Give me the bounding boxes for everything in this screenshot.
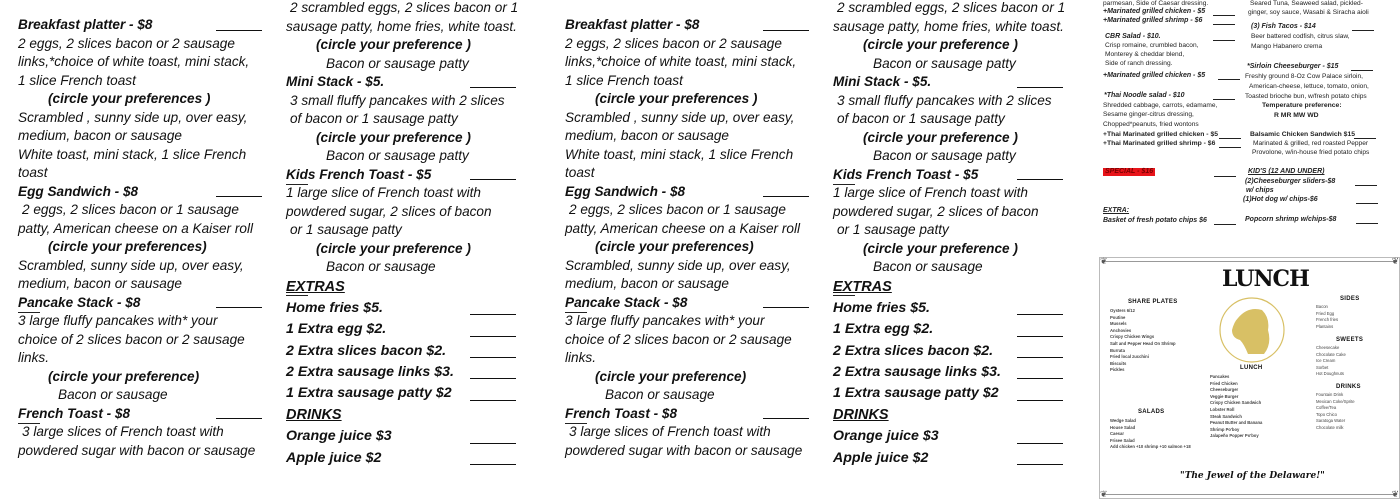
menu-line: 1 large slice of French toast with (286, 185, 481, 200)
menu-item-title: Apple juice $2 (833, 448, 1063, 469)
menu-item-title: (2)Cheeseburger sliders-$8 (1245, 178, 1336, 185)
menu-text: Marinated & grilled, red roasted Pepper (1253, 140, 1369, 147)
lunch-menu-item: Saratoga Water (1316, 418, 1346, 424)
menu-line: links. (18, 350, 49, 365)
drinks-list (1316, 392, 1355, 432)
section-heading: EXTRAS (286, 278, 345, 295)
lunch-menu-item: Caesar (1110, 431, 1124, 437)
drinks-title: DRINKS (1336, 384, 1361, 390)
menu-line: (circle your preference ) (316, 129, 471, 145)
salads-list (1110, 418, 1191, 451)
order-blank (1356, 223, 1378, 224)
menu-line: Bacon or sausage patty (873, 148, 1016, 163)
menu-line: Scrambled , sunny side up, over easy, (565, 109, 795, 125)
menu-item-title: Breakfast platter - $8 (18, 16, 262, 35)
menu-item-title: French Toast - $8 (18, 405, 262, 424)
lunch-menu-item: Pancakes (1210, 374, 1230, 379)
lunch-menu-item: Shrimp Po'boy (1210, 426, 1240, 432)
lunch-menu-item: Crispy Chicken Wings (1110, 334, 1155, 340)
order-blank (1351, 70, 1373, 71)
menu-text: Seared Tuna, Seaweed salad, pickled- (1250, 0, 1363, 7)
menu-line: (circle your preferences ) (595, 91, 758, 106)
menu-item-title: Orange juice $3 (833, 426, 1063, 447)
menu-item-title: Kids French Toast - $5 (286, 166, 516, 185)
menu-line: medium, bacon or sausage (565, 128, 729, 143)
menu-item-title: 2 Extra sausage links $3. (833, 362, 1063, 383)
menu-line: powdered sugar with bacon or sausage (565, 442, 803, 458)
menu-text: ginger, soy sauce, Wasabi & Siracha aioli (1248, 9, 1369, 16)
lunch-menu-item: Fountain Drink (1316, 392, 1344, 397)
sides-list (1316, 304, 1338, 330)
order-blank (1352, 30, 1374, 31)
lunch-menu-item: Frisee Salad (1110, 437, 1135, 443)
lunch-menu-item: Lobster Roll (1210, 406, 1235, 412)
menu-item-title: (3) Fish Tacos - $14 (1251, 23, 1316, 30)
lunch-menu-item: Steak Sandwich (1210, 413, 1242, 419)
lunch-menu-item: Chocolate Cake (1316, 351, 1346, 357)
lunch-menu-item: Salt and Pepper Head On Shrimp (1110, 340, 1176, 346)
menu-line: toast (565, 165, 595, 180)
sweets-title: SWEETS (1336, 337, 1364, 343)
menu-line: choice of 2 slices bacon or 2 sausage (565, 331, 792, 347)
menu-item-title: 1 Extra egg $2. (286, 319, 516, 340)
lunch-list (1210, 374, 1262, 440)
menu-text: Side of ranch dressing. (1105, 60, 1173, 67)
menu-addon: +Marinated grilled chicken - $5 (1103, 8, 1206, 15)
menu-line: (circle your preference ) (863, 129, 1018, 145)
share-plates-title: SHARE PLATES (1128, 299, 1178, 305)
extra-label: EXTRA: (1103, 207, 1130, 214)
menu-line: Bacon or sausage patty (873, 55, 1016, 71)
menu-line: choice of 2 slices bacon or 2 sausage (18, 331, 245, 347)
menu-line: 3 large slices of French toast with (569, 424, 771, 439)
menu-line: or 1 sausage patty (837, 222, 949, 237)
menu-text: Freshly ground 8-Oz Cow Palace sirloin, (1245, 73, 1364, 80)
menu-addon: +Marinated grilled chicken - $5 (1103, 72, 1206, 79)
lunch-menu-item: Hot Doughnuts (1316, 371, 1344, 377)
menu-item-title: 2 Extra sausage links $3. (286, 362, 516, 383)
lunch-menu-item: Coffee/Tea (1316, 405, 1337, 411)
menu-item-title: 1 Extra egg $2. (833, 319, 1063, 340)
menu-line: 3 small fluffy pancakes with 2 slices (290, 92, 505, 108)
menu-line: White toast, mini stack, 1 slice French (18, 146, 247, 162)
share-plates-list (1110, 308, 1176, 374)
menu-line: or 1 sausage patty (290, 222, 402, 237)
lunch-menu-item: Bacon (1316, 304, 1328, 309)
lunch-menu-item: Fried Egg (1316, 310, 1335, 316)
menu-text: Shredded cabbage, carrots, edamame, (1103, 102, 1218, 109)
menu-line: toast (18, 165, 48, 180)
menu-text: Sesame ginger-citrus dressing, (1103, 111, 1194, 118)
menu-item-title: 2 Extra slices bacon $2. (286, 341, 516, 362)
menu-item-title: Home fries $5. (833, 298, 1063, 319)
section-heading: DRINKS (286, 406, 342, 423)
menu-addon: +Thai Marinated grilled shrimp - $6 (1103, 140, 1216, 147)
menu-item-title: 1 Extra sausage patty $2 (833, 383, 1063, 404)
lunch-menu (1099, 257, 1400, 499)
lunch-menu-item: Biscuits (1110, 360, 1127, 366)
menu-line: of bacon or 1 sausage patty (290, 111, 458, 126)
menu-line: (circle your preference ) (863, 37, 1018, 52)
special-badge: SPECIAL - $16 (1105, 168, 1154, 175)
menu-line: (circle your preference ) (316, 37, 471, 52)
sides-title: SIDES (1340, 296, 1360, 302)
menu-item-title: Popcorn shrimp w/chips-$8 (1245, 216, 1337, 223)
menu-addon: +Marinated grilled shrimp - $6 (1103, 17, 1203, 24)
lunch-menu-item: Anchovies (1110, 327, 1132, 333)
menu-line: Bacon or sausage patty (326, 148, 469, 163)
corner-ornament-icon: ❦ (1391, 489, 1399, 499)
lunch-menu-item: House Salad (1110, 424, 1136, 430)
menu-line: 3 small fluffy pancakes with 2 slices (837, 92, 1052, 108)
menu-line: 1 slice French toast (18, 72, 136, 88)
lunch-menu-item: Cheesecake (1316, 345, 1340, 350)
menu-line: (circle your preference) (48, 368, 200, 384)
menu-line: Bacon or sausage (873, 259, 983, 274)
menu-addon: +Thai Marinated grilled chicken - $5 (1103, 131, 1219, 138)
menu-line: Scrambled, sunny side up, over easy, (18, 257, 244, 273)
lunch-menu-item: Mussels (1110, 321, 1127, 327)
menu-item-title: Breakfast platter - $8 (565, 16, 809, 35)
menu-line: (circle your preferences) (595, 239, 754, 254)
menu-line: 2 eggs, 2 slices bacon or 2 sausage (18, 35, 235, 51)
menu-line: (circle your preferences ) (48, 91, 211, 106)
order-blank (1355, 185, 1377, 186)
lunch-menu-item: Jalapeño Popper Po'boy (1210, 433, 1259, 439)
menu-item-title: Egg Sandwich - $8 (18, 183, 262, 202)
menu-text: Chopped*peanuts, fried wontons (1103, 121, 1199, 128)
lunch-menu-item: Wedge Salad (1110, 418, 1136, 423)
order-blank (1213, 24, 1235, 25)
salads-title: SALADS (1138, 409, 1165, 415)
lunch-menu-item: Chocolate milk (1316, 424, 1344, 430)
lunch-menu-item: Fried local zucchini (1110, 354, 1149, 360)
menu-line: sausage patty, home fries, white toast. (833, 18, 1064, 34)
menu-line: patty, American cheese on a Kaiser roll (18, 220, 253, 236)
menu-line: 2 eggs, 2 slices bacon or 2 sausage (565, 35, 782, 51)
lion-logo-icon (1218, 296, 1286, 364)
menu-line: patty, American cheese on a Kaiser roll (565, 220, 800, 236)
menu-item-title: (1)Hot dog w/ chips-$6 (1243, 196, 1318, 203)
lunch-menu-item: Add chicken +10 shrimp +10 salmon +18 (1110, 444, 1191, 450)
lunch-section-title: LUNCH (1240, 365, 1263, 371)
menu-line: 1 slice French toast (565, 72, 683, 88)
corner-ornament-icon: ❦ (1391, 256, 1399, 266)
menu-item-title: 1 Extra sausage patty $2 (286, 383, 516, 404)
order-blank (1219, 147, 1241, 148)
menu-item-title: Egg Sandwich - $8 (565, 183, 809, 202)
lunch-menu-item: Poutine (1110, 314, 1126, 320)
menu-line: (circle your preference) (595, 368, 747, 384)
menu-line: (circle your preference ) (863, 240, 1018, 256)
temperature-options: R MR MW WD (1274, 112, 1319, 119)
breakfast-menu-left-1 (18, 16, 262, 460)
menu-line: powdered sugar, 2 slices of bacon (286, 203, 492, 219)
menu-line: Scrambled , sunny side up, over easy, (18, 109, 248, 125)
lunch-menu-item: Fried Chicken (1210, 380, 1238, 386)
section-heading: EXTRAS (833, 278, 892, 295)
menu-line: links. (565, 350, 596, 365)
lunch-menu-item: Peanut Butter and Banana (1210, 420, 1263, 426)
menu-line: White toast, mini stack, 1 slice French (565, 146, 794, 162)
lunch-menu-item: Ice Cream (1316, 358, 1336, 364)
menu-item-title: Mini Stack - $5. (833, 73, 1063, 92)
lunch-menu-item: Cheeseburger (1210, 387, 1239, 393)
menu-line: medium, bacon or sausage (18, 128, 182, 143)
menu-line: 1 large slice of French toast with (833, 185, 1028, 200)
menu-line: Bacon or sausage (326, 259, 436, 274)
lunch-menu-item: Mexican Coke/Sprite (1316, 398, 1355, 404)
menu-text: Toasted brioche bun, w/fresh potato chips (1245, 93, 1367, 100)
breakfast-menu-right-1 (286, 0, 519, 469)
lunch-menu-item: Topo Chico (1316, 411, 1337, 417)
menu-text: Crisp romaine, crumbled bacon, (1105, 42, 1199, 49)
lunch-menu-item: Burrata (1110, 347, 1125, 353)
menu-line: medium, bacon or sausage (565, 276, 729, 291)
menu-item-title: Home fries $5. (286, 298, 516, 319)
menu-line: Scrambled, sunny side up, over easy, (565, 257, 791, 273)
lunch-menu-item: Crispy Chicken Sandwich (1210, 400, 1262, 406)
lunch-menu-item: Sorbet (1316, 364, 1329, 370)
menu-line: Bacon or sausage (58, 387, 168, 402)
menu-item-title: Balsamic Chicken Sandwich $15 (1250, 131, 1356, 138)
order-blank (1213, 99, 1235, 100)
order-blank (1214, 224, 1236, 225)
order-blank (1354, 138, 1376, 139)
menu-line: sausage patty, home fries, white toast. (286, 18, 517, 34)
menu-item-title: Pancake Stack - $8 (18, 294, 262, 313)
kids-menu-title: KID'S (12 AND UNDER) (1248, 168, 1325, 175)
menu-line: (circle your preferences) (48, 239, 207, 254)
menu-line: 2 eggs, 2 slices bacon or 1 sausage (569, 202, 786, 217)
order-blank (1214, 176, 1236, 177)
corner-ornament-icon: ❦ (1100, 256, 1108, 266)
menu-line: 3 large fluffy pancakes with* your (18, 313, 218, 328)
menu-line: 2 scrambled eggs, 2 slices bacon or 1 (837, 0, 1066, 15)
breakfast-menu-right-2 (833, 0, 1066, 469)
order-blank (1213, 40, 1235, 41)
menu-line: powdered sugar with bacon or sausage (18, 442, 256, 458)
menu-line: powdered sugar, 2 slices of bacon (833, 203, 1039, 219)
menu-line: 2 eggs, 2 slices bacon or 1 sausage (22, 202, 239, 217)
order-blank (1356, 203, 1378, 204)
menu-item-title: 2 Extra slices bacon $2. (833, 341, 1063, 362)
menu-item-title: French Toast - $8 (565, 405, 809, 424)
menu-text: Provolone, w/in-house fried potato chips (1252, 149, 1370, 156)
menu-line: Bacon or sausage patty (326, 55, 469, 71)
menu-text: parmesan, Side of Caesar dressing. (1103, 0, 1209, 7)
lunch-menu-item: Veggie Burger (1210, 393, 1239, 399)
sweets-list (1316, 345, 1346, 378)
menu-line: 3 large slices of French toast with (22, 424, 224, 439)
tagline: "The Jewel of the Delaware!" (1180, 471, 1325, 481)
order-blank (1219, 138, 1241, 139)
menu-text: American-cheese, lettuce, tomato, onion, (1249, 83, 1369, 90)
menu-text: Monterey & cheddar blend, (1105, 51, 1185, 58)
order-blank (1213, 15, 1235, 16)
section-heading: DRINKS (833, 406, 889, 423)
menu-item-title: Apple juice $2 (286, 448, 516, 469)
menu-item-title: Mini Stack - $5. (286, 73, 516, 92)
menu-item-title: Kids French Toast - $5 (833, 166, 1063, 185)
menu-line: 3 large fluffy pancakes with* your (565, 313, 765, 328)
lunch-menu-item: French fries (1316, 317, 1339, 323)
menu-line: links,*choice of white toast, mini stack, (565, 54, 797, 69)
temperature-label: Temperature preference: (1262, 102, 1342, 109)
lunch-menu-item: Oysters 6/12 (1110, 308, 1135, 313)
lunch-menu-item: Plantains (1316, 323, 1334, 329)
menu-line: of bacon or 1 sausage patty (837, 111, 1005, 126)
order-blank (1218, 79, 1240, 80)
menu-line: medium, bacon or sausage (18, 276, 182, 291)
menu-line: (circle your preference ) (316, 240, 471, 256)
menu-text: Mango Habanero crema (1251, 43, 1323, 50)
menu-line: links,*choice of white toast, mini stack, (18, 54, 250, 69)
menu-item-title: Pancake Stack - $8 (565, 294, 809, 313)
menu-text: w/ chips (1246, 187, 1274, 194)
lunch-menu-item: Pickles (1110, 367, 1125, 373)
menu-item-title: CBR Salad - $10. (1105, 33, 1161, 40)
corner-ornament-icon: ❦ (1100, 489, 1108, 499)
breakfast-menu-left-2 (565, 16, 809, 460)
lunch-title: LUNCH (1222, 266, 1309, 292)
menu-line: 2 scrambled eggs, 2 slices bacon or 1 (290, 0, 519, 15)
menu-line: Bacon or sausage (605, 387, 715, 402)
menu-text: Beer battered codfish, citrus slaw, (1251, 33, 1350, 40)
menu-item-title: *Thai Noodle salad - $10 (1104, 92, 1185, 99)
menu-item-title: *Sirloin Cheeseburger - $15 (1247, 63, 1339, 70)
menu-item-title: Orange juice $3 (286, 426, 516, 447)
menu-item-title: Basket of fresh potato chips $6 (1103, 217, 1207, 224)
